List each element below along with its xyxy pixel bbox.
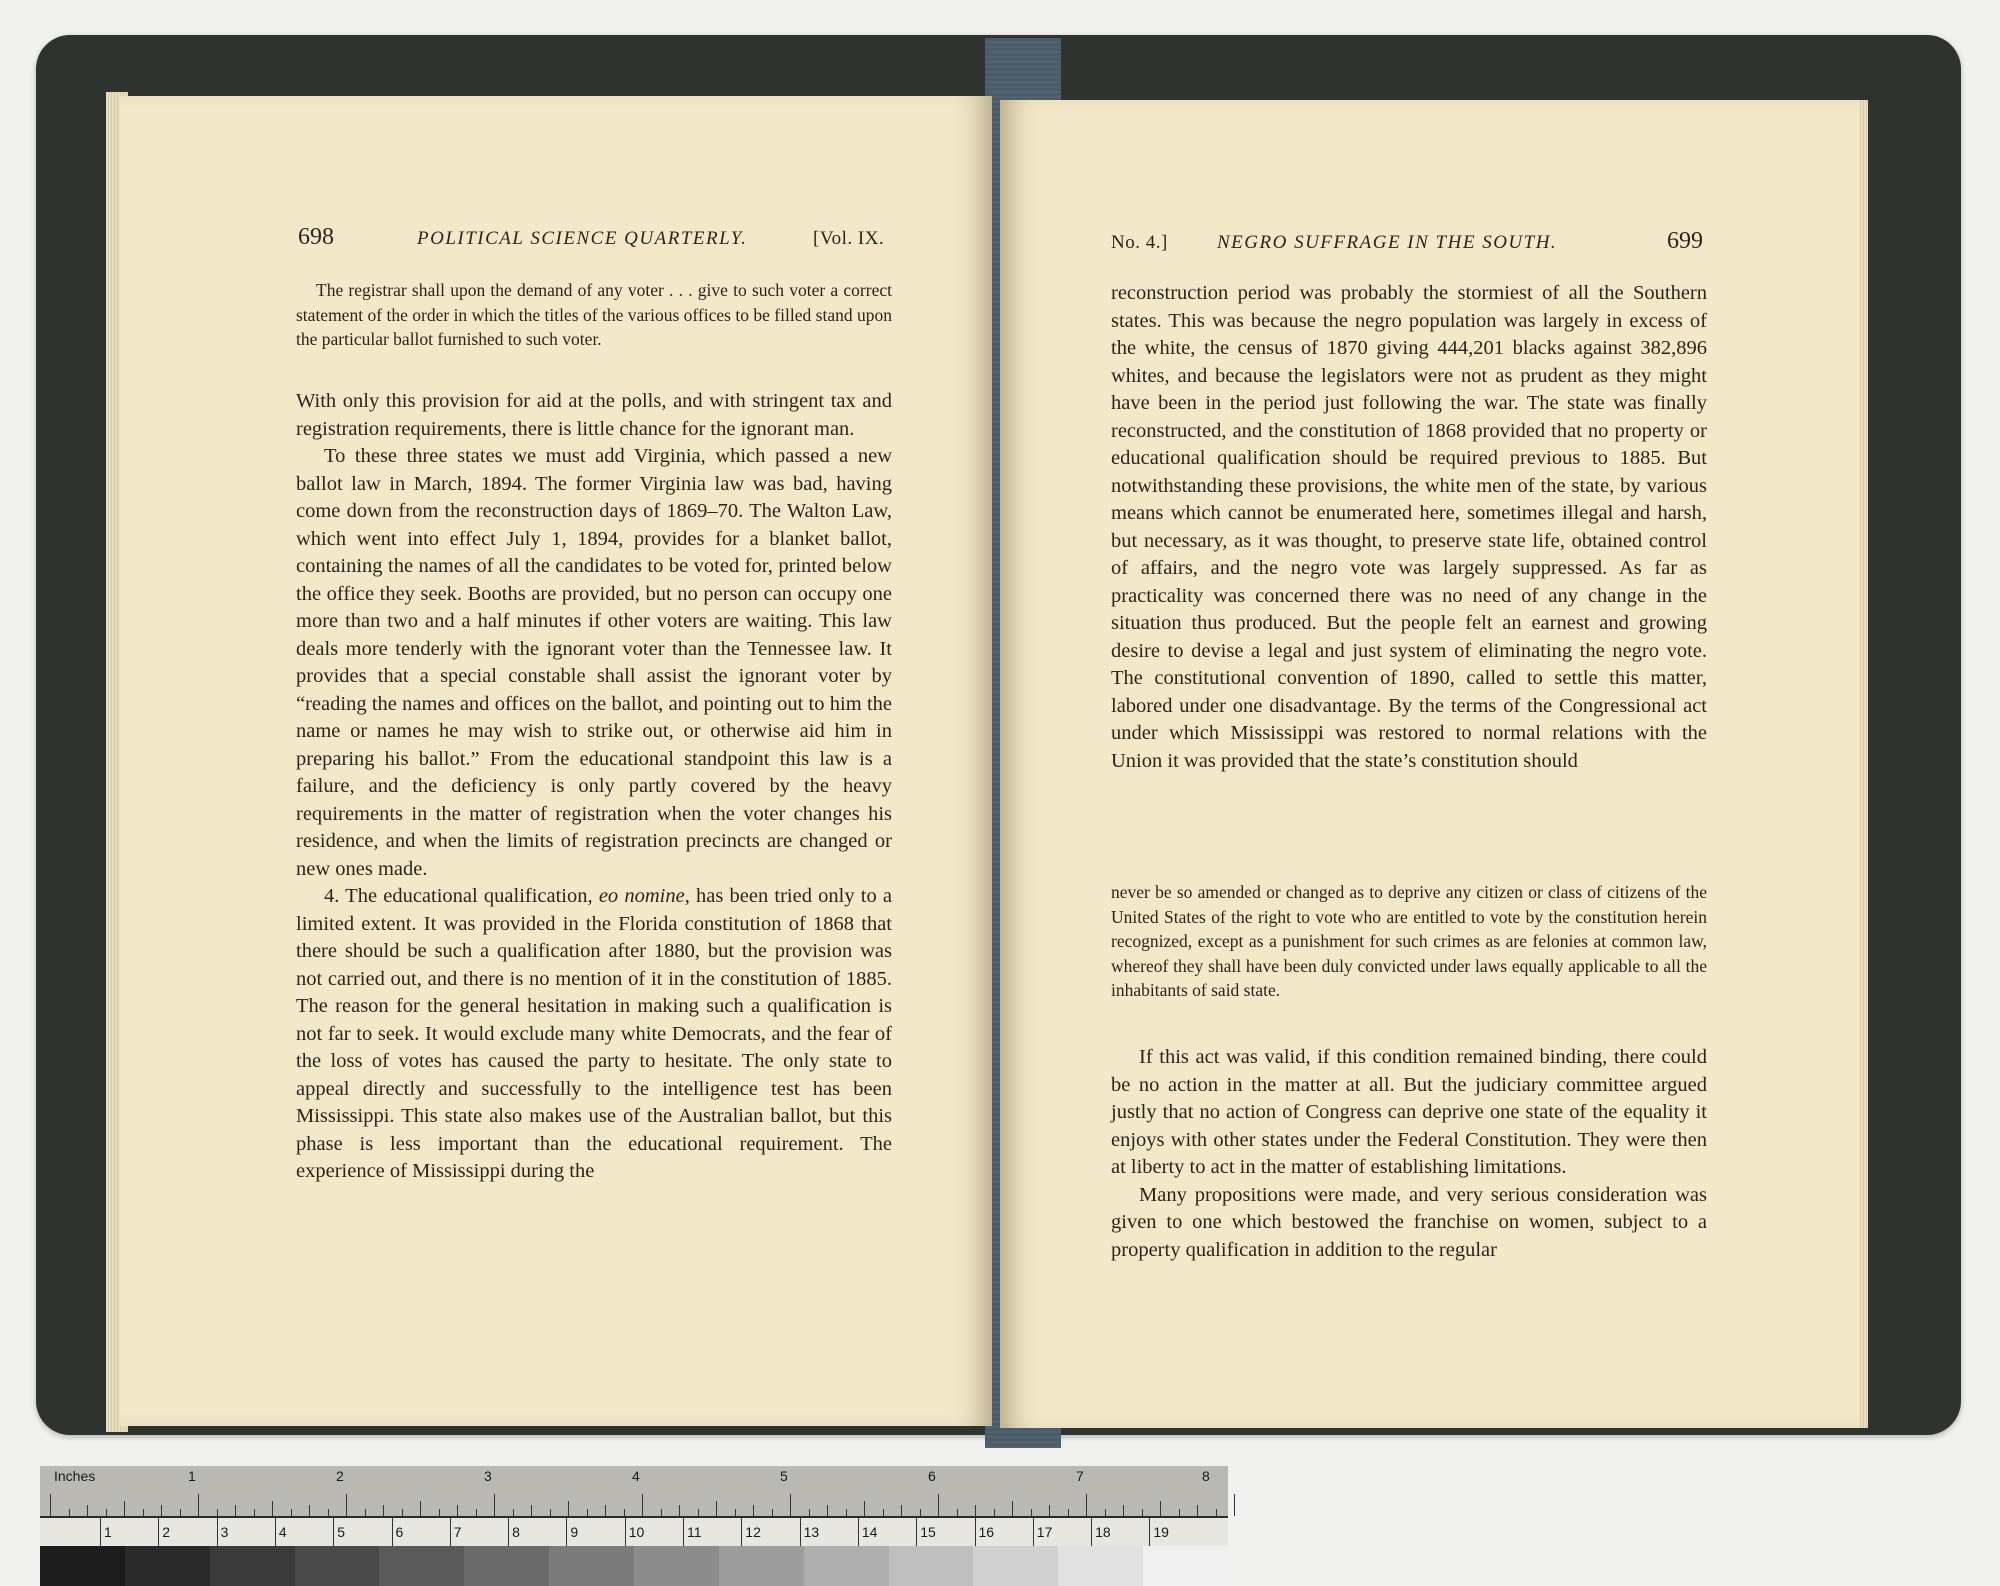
left-paragraph-3-rest: , has been tried only to a limited extent. It was provided in the Florida constitution of 1868 that there should be such a qualification after 1880, but the provision was not carried out, and there is no mention of it in the constitution of 1885. The reason for the general hesitation in making such a qualification is not far to seek. It would exclude many white Democrats, and the fear of the loss of votes has caused the party to hesitate. The only state to appeal directly and successfully to the intelligence test has been Mississippi. This state also makes use of the Australian ballot, but this phase is less important than the educational requirement. The experience of Mississippi during the [296, 885, 892, 1182]
inch-tick [50, 1494, 51, 1516]
inch-mark-4: 4 [632, 1468, 640, 1484]
cm-tick [392, 1518, 393, 1546]
inch-tick [1234, 1494, 1235, 1516]
inch-tick [87, 1505, 88, 1516]
inch-tick [735, 1509, 736, 1516]
inch-tick [642, 1494, 643, 1516]
inch-tick [494, 1494, 495, 1516]
inch-mark-6: 6 [928, 1468, 936, 1484]
left-page [120, 96, 992, 1426]
cm-mark-13: 13 [803, 1524, 820, 1540]
right-paragraph-3: Many propositions were made, and very serious consideration was given to one which bestowed the franchise on women, subject to a property qualification in addition to the regular [1111, 1183, 1707, 1261]
cm-mark-2: 2 [162, 1524, 171, 1540]
gray-swatch [379, 1546, 464, 1586]
cm-mark-15: 15 [920, 1524, 936, 1540]
congressional-act-quote-block [1111, 880, 1707, 1003]
registrar-quote: The registrar shall upon the demand of any voter . . . give to such voter a correct statement of the order in which the titles of the various offices to be filled stand upon the particular ballot furnished to such voter. [296, 280, 892, 349]
right-page-number: 699 [1667, 228, 1703, 254]
right-paragraph-2: If this act was valid, if this condition remained binding, there could be no action in the matter at all. But the judiciary committee argued justly that no action of Congress can deprive one state of the equality it enjoys with other states under the Federal Constitution. They were then at liberty to act in the matter of establishing limitations. [1111, 1046, 1707, 1178]
inch-mark-1: 1 [188, 1468, 196, 1484]
gray-swatch [295, 1546, 380, 1586]
cm-mark-12: 12 [745, 1524, 761, 1540]
inch-tick [1179, 1509, 1180, 1516]
inch-tick [476, 1509, 477, 1516]
inch-mark-3: 3 [484, 1468, 492, 1484]
cm-tick [1149, 1518, 1150, 1546]
cm-tick [100, 1518, 101, 1546]
inch-tick [69, 1509, 70, 1516]
inch-mark-2: 2 [336, 1468, 344, 1484]
inch-tick [346, 1494, 347, 1516]
cm-mark-9: 9 [570, 1524, 579, 1540]
inch-tick [161, 1505, 162, 1516]
inch-tick [217, 1509, 218, 1516]
inches-label: Inches [54, 1468, 96, 1484]
cm-mark-11: 11 [687, 1524, 702, 1540]
inch-tick [531, 1505, 532, 1516]
inch-tick [846, 1509, 847, 1516]
cm-tick [741, 1518, 742, 1546]
right-page [1000, 100, 1860, 1428]
gray-swatch [973, 1546, 1058, 1586]
inch-tick [679, 1505, 680, 1516]
inch-tick [383, 1505, 384, 1516]
cm-tick [333, 1518, 334, 1546]
cm-tick [683, 1518, 684, 1546]
inch-tick [309, 1505, 310, 1516]
inch-tick [938, 1494, 939, 1516]
inch-scale [40, 1466, 1228, 1516]
inch-tick [106, 1509, 107, 1516]
inch-tick [1068, 1509, 1069, 1516]
gray-swatch [464, 1546, 549, 1586]
left-paragraph-3 [296, 883, 892, 1186]
congressional-act-quote: never be so amended or changed as to deprive any citizen or class of citizens of the United States of the right to vote who are entitled to vote by the constitution herein recognized, except as a punishment for such crimes as are felonies at common law, whereof they shall have been duly convicted under laws equally applicable to all the inhabitants of said state. [1111, 882, 1707, 1000]
grayscale-swatches [40, 1546, 1228, 1586]
cm-tick [975, 1518, 976, 1546]
inch-tick [568, 1501, 569, 1516]
cm-mark-6: 6 [395, 1524, 404, 1540]
left-paragraph-1: With only this provision for aid at the polls, and with stringent tax and registration requirements, there is little chance for the ignorant man. [296, 390, 892, 440]
inch-tick [1197, 1505, 1198, 1516]
inch-tick [772, 1509, 773, 1516]
cm-mark-19: 19 [1153, 1524, 1169, 1540]
volume-label: [Vol. IX. [813, 228, 885, 249]
cm-tick [158, 1518, 159, 1546]
cm-tick [800, 1518, 801, 1546]
cm-mark-14: 14 [861, 1524, 878, 1540]
registrar-quote-block [296, 278, 892, 352]
inch-tick [439, 1509, 440, 1516]
cm-tick [566, 1518, 567, 1546]
measurement-ruler [40, 1466, 1228, 1586]
cm-tick [1033, 1518, 1034, 1546]
inch-tick [1031, 1509, 1032, 1516]
cm-tick [858, 1518, 859, 1546]
inch-tick [1049, 1505, 1050, 1516]
gray-swatch [634, 1546, 719, 1586]
cm-scale [40, 1516, 1228, 1548]
latin-term: eo nomine [598, 885, 685, 907]
inch-tick [975, 1505, 976, 1516]
cm-tick [450, 1518, 451, 1546]
gray-swatch [1058, 1546, 1143, 1586]
inch-mark-8: 8 [1202, 1468, 1210, 1484]
cm-tick [508, 1518, 509, 1546]
inch-tick [864, 1501, 865, 1516]
inch-tick [198, 1494, 199, 1516]
inch-tick [124, 1501, 125, 1516]
left-page-header [120, 224, 992, 258]
left-paragraph-3-start: 4. The educational qualification, [324, 885, 599, 907]
cm-tick [916, 1518, 917, 1546]
left-page-number: 698 [298, 224, 334, 250]
inch-tick [291, 1509, 292, 1516]
cm-mark-17: 17 [1036, 1524, 1053, 1540]
cm-mark-5: 5 [337, 1524, 345, 1540]
inch-tick [457, 1505, 458, 1516]
right-body-text-top [1111, 280, 1707, 775]
right-paragraph-1: reconstruction period was probably the stormiest of all the Southern states. This was because the negro population was largely in excess of the white, the census of 1870 giving 444,201 blacks against 382,896 whites, and because the legislators were not as prudent as they might have been in the period just following the war. The state was finally reconstructed, and the constitution of 1868 provided that no property or educational qualification should be required previous to 1885. But notwithstanding these provisions, the white men of the state, by various means which cannot be enumerated here, sometimes illegal and harsh, but necessary, as it was thought, to preserve state life, obtained control of affairs, and the negro vote was largely suppressed. As far as practicality was concerned there was no need of any change in the situation thus produced. But the people felt an earnest and growing desire to devise a legal and just system of eliminating the negro vote. The constitutional convention of 1890, called to settle this matter, labored under one disadvantage. By the terms of the Congressional act under which Mississippi was restored to normal relations with the Union it was provided that the state’s constitution should [1111, 282, 1707, 772]
inch-tick [994, 1509, 995, 1516]
inch-tick [550, 1509, 551, 1516]
inch-tick [254, 1509, 255, 1516]
inch-tick [661, 1509, 662, 1516]
inch-mark-7: 7 [1076, 1468, 1084, 1484]
gray-swatch [125, 1546, 210, 1586]
inch-tick [1012, 1501, 1013, 1516]
inch-tick [1086, 1494, 1087, 1516]
inch-tick [920, 1509, 921, 1516]
inch-tick [957, 1509, 958, 1516]
inch-tick [1123, 1505, 1124, 1516]
cm-mark-3: 3 [220, 1524, 229, 1540]
inch-tick [143, 1509, 144, 1516]
inch-tick [1160, 1501, 1161, 1516]
inch-tick [513, 1509, 514, 1516]
inch-tick [587, 1509, 588, 1516]
cm-mark-1: 1 [104, 1524, 112, 1540]
right-running-head: NEGRO SUFFRAGE IN THE SOUTH. [1217, 232, 1558, 253]
cm-tick [1091, 1518, 1092, 1546]
inch-tick [1216, 1509, 1217, 1516]
gray-swatch [210, 1546, 295, 1586]
left-paragraph-2: To these three states we must add Virginia, which passed a new ballot law in March, 1894. The former Virginia law was bad, having come down from the reconstruction days of 1869–70. The Walton Law, which went into effect July 1, 1894, provides for a blanket ballot, containing the names of all the candidates to be voted for, printed below the office they seek. Booths are provided, but no person can occupy one more than two and a half minutes if other voters are waiting. This law deals more tenderly with the ignorant voter than the Tennessee law. It provides that a special constable shall assist the ignorant voter by “reading the names and offices on the ballot, and pointing out to him the name or names he may wish to strike out, or otherwise aid him in preparing his ballot.” From the educational standpoint this law is a failure, and the deficiency is only partly covered by the heavy requirements in the matter of registration when the voter changes his residence, and when the limits of registration precincts are changed or new ones made. [296, 445, 892, 880]
cm-mark-16: 16 [978, 1524, 995, 1540]
inch-tick [790, 1494, 791, 1516]
issue-label: No. 4.] [1111, 232, 1168, 253]
inch-tick [328, 1509, 329, 1516]
inch-tick [1105, 1509, 1106, 1516]
left-running-head: POLITICAL SCIENCE QUARTERLY. [417, 228, 748, 249]
gray-swatch [549, 1546, 634, 1586]
gray-swatch [719, 1546, 804, 1586]
cm-mark-10: 10 [628, 1524, 645, 1540]
inch-tick [235, 1505, 236, 1516]
gray-swatch [40, 1546, 125, 1586]
inch-tick [716, 1501, 717, 1516]
right-page-header [1000, 228, 1860, 262]
inch-tick [809, 1509, 810, 1516]
inch-tick [420, 1501, 421, 1516]
cm-mark-4: 4 [278, 1524, 287, 1540]
inch-tick [365, 1509, 366, 1516]
inch-tick [1142, 1509, 1143, 1516]
inch-tick [883, 1509, 884, 1516]
left-body-text [296, 388, 892, 1186]
cm-mark-18: 18 [1095, 1524, 1111, 1540]
inch-tick [180, 1509, 181, 1516]
inch-tick [624, 1509, 625, 1516]
gray-swatch [1143, 1546, 1228, 1586]
gray-swatch [804, 1546, 889, 1586]
inch-tick [698, 1509, 699, 1516]
inch-tick [827, 1505, 828, 1516]
cm-mark-7: 7 [453, 1524, 462, 1540]
cm-mark-8: 8 [512, 1524, 520, 1540]
gray-swatch [889, 1546, 974, 1586]
inch-tick [605, 1505, 606, 1516]
inch-tick [272, 1501, 273, 1516]
inch-mark-5: 5 [780, 1468, 788, 1484]
cm-tick [625, 1518, 626, 1546]
right-body-text-bottom [1111, 1044, 1707, 1264]
cm-tick [217, 1518, 218, 1546]
inch-tick [901, 1505, 902, 1516]
cm-tick [275, 1518, 276, 1546]
inch-tick [402, 1509, 403, 1516]
inch-tick [753, 1505, 754, 1516]
